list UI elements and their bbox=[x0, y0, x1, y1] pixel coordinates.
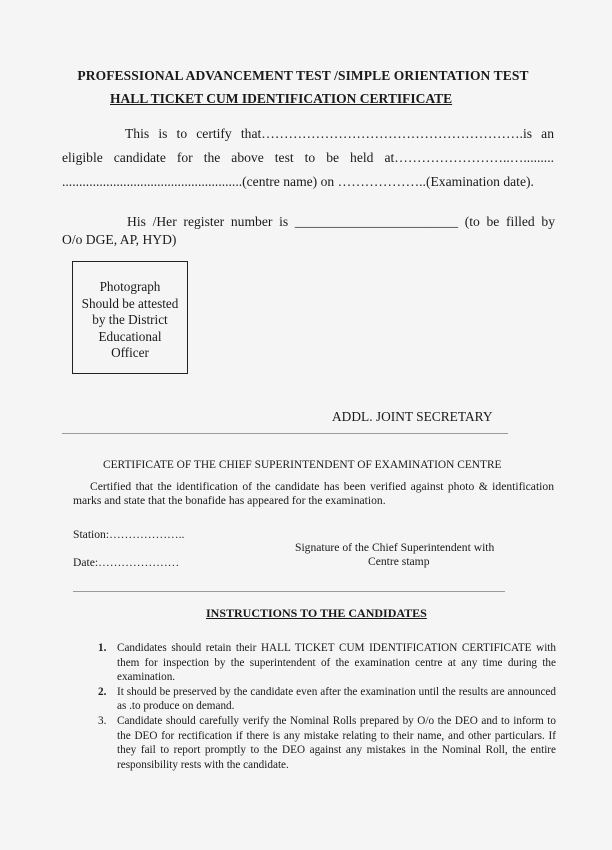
photograph-box bbox=[72, 261, 188, 374]
signature-label-line-2: Centre stamp bbox=[368, 555, 430, 568]
instruction-number: 2. bbox=[98, 685, 107, 698]
photo-box-line: Educational bbox=[98, 328, 162, 344]
register-line-1: His /Her register number is ________________________ (to be filled by bbox=[127, 214, 555, 229]
photo-box-line: by the District bbox=[92, 312, 168, 327]
instruction-text: It should be preserved by the candidate even after the examination until the results are announced as .to produce on demand. bbox=[117, 685, 556, 713]
signatory-label: ADDL. JOINT SECRETARY bbox=[332, 409, 493, 424]
chief-certificate-line-1: Certified that the identification of the candidate has been verified against photo & identification bbox=[90, 480, 554, 493]
instruction-text: Candidates should retain their HALL TICKET CUM IDENTIFICATION CERTIFICATE with them for inspection by the superintendent of the examination centre at any time during the examination. bbox=[117, 642, 556, 684]
certify-line-2: eligible candidate for the above test to be held at……………………..…......... bbox=[62, 150, 554, 165]
document-subtitle: HALL TICKET CUM IDENTIFICATION CERTIFICATE bbox=[110, 91, 453, 106]
instructions-title: INSTRUCTIONS TO THE CANDIDATES bbox=[206, 606, 427, 620]
certify-line-1: This is to certify that………………………………………………….is an bbox=[125, 126, 554, 141]
instruction-item bbox=[96, 714, 556, 772]
divider-line bbox=[62, 433, 508, 434]
chief-certificate-heading: CERTIFICATE OF THE CHIEF SUPERINTENDENT OF EXAMINATION CENTRE bbox=[103, 459, 502, 471]
photo-box-line: Should be attested bbox=[81, 295, 179, 311]
signature-label-line-1: Signature of the Chief Superintendent with bbox=[295, 541, 495, 554]
instruction-item bbox=[96, 685, 556, 714]
divider-line bbox=[73, 591, 505, 592]
document-title: PROFESSIONAL ADVANCEMENT TEST /SIMPLE ORIENTATION TEST bbox=[77, 68, 529, 83]
certify-line-3: .....................................................(centre name) on ………………..(Examination date). bbox=[62, 174, 534, 189]
instruction-number: 1. bbox=[98, 642, 107, 654]
instructions-list bbox=[96, 641, 556, 772]
chief-certificate-line-2: marks and state that the bonafide has appeared for the examination. bbox=[73, 494, 386, 507]
instruction-item bbox=[96, 641, 556, 685]
station-field: Station:……………….. bbox=[73, 528, 185, 541]
instruction-text: Candidate should carefully verify the Nominal Rolls prepared by O/o the DEO and to inform to the DEO for rectification if there is any mistake relating to their name, and other particulars. If they fail to report promptly to the DEO against any mistakes in the Nominal Roll, the entire responsibility rests with the candidate. bbox=[117, 714, 556, 771]
instruction-number: 3. bbox=[98, 714, 107, 727]
photo-box-line: Photograph bbox=[99, 279, 161, 294]
date-field: Date:………………… bbox=[73, 556, 180, 569]
register-line-2: O/o DGE, AP, HYD) bbox=[62, 232, 177, 247]
photo-box-line: Officer bbox=[111, 345, 149, 360]
